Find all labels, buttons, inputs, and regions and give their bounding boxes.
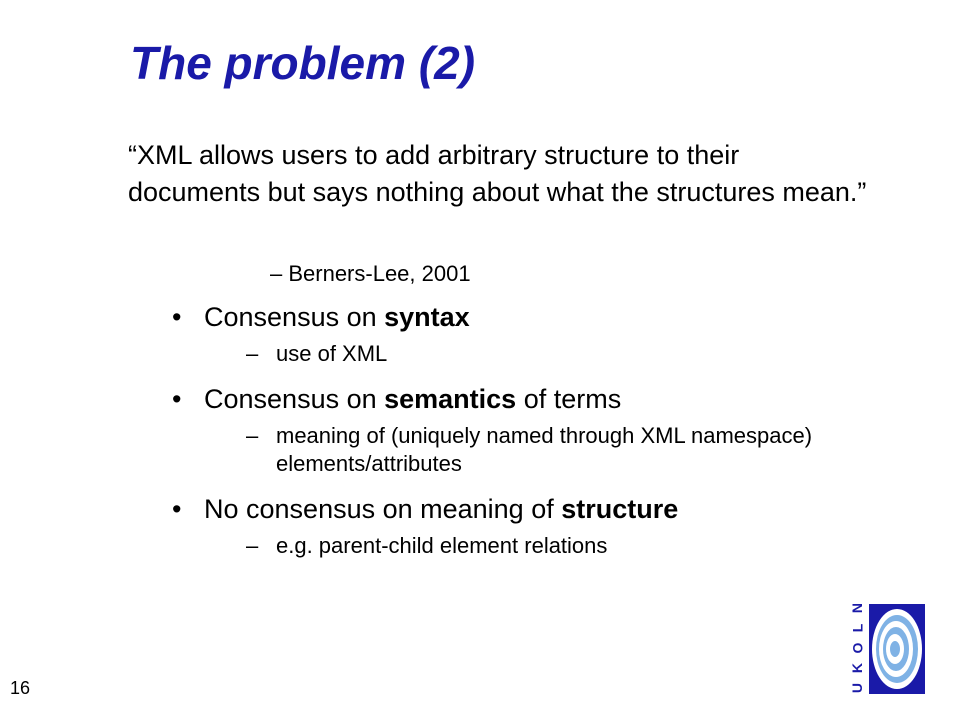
slide-title: The problem (2) (130, 37, 476, 89)
sub-bullet-dash: – (246, 341, 259, 366)
bullet-main (172, 300, 872, 334)
ukoln-swirl-icon (869, 604, 925, 694)
sub-bullet-text: use of XML (276, 341, 388, 366)
bullet-bold-term: structure (561, 494, 679, 524)
logo-letter: L (849, 623, 865, 633)
ukoln-logo-icon (845, 600, 927, 696)
bullet-item-semantics (172, 382, 872, 478)
quote-attribution: – Berners-Lee, 2001 (270, 261, 471, 286)
bullet-list (172, 300, 872, 560)
sub-bullet-dash: – (246, 533, 259, 558)
bullet-dot: • (172, 384, 182, 414)
sub-bullet (246, 340, 872, 368)
bullet-item-structure (172, 492, 872, 560)
bullet-dot: • (172, 302, 182, 332)
bullet-bold-term: semantics (384, 384, 517, 414)
bullet-main (172, 492, 872, 526)
logo-letter: U (849, 682, 865, 694)
quote-text: “XML allows users to add arbitrary structure to their documents but says nothing about what the structures mean.” (128, 140, 867, 207)
sub-bullet-text: e.g. parent-child element relations (276, 533, 608, 558)
bullet-main (172, 382, 872, 416)
bullet-dot: • (172, 494, 182, 524)
page-number: 16 (10, 678, 31, 698)
bullet-bold-term: syntax (384, 302, 470, 332)
bullet-text: Consensus on (204, 302, 385, 332)
sub-bullet-dash: – (246, 423, 259, 448)
bullet-item-syntax (172, 300, 872, 368)
sub-bullet (246, 422, 872, 478)
bullet-text: No consensus on meaning of (204, 494, 562, 524)
bullet-text: Consensus on (204, 384, 385, 414)
bullet-text-after: of terms (516, 384, 622, 414)
sub-bullet (246, 532, 872, 560)
logo-letter: K (849, 662, 865, 674)
logo-letter: N (849, 602, 865, 614)
logo-letters (845, 600, 869, 696)
sub-bullet-text: meaning of (uniquely named through XML namespace) elements/attributes (276, 423, 813, 476)
logo-letter: O (848, 642, 865, 654)
